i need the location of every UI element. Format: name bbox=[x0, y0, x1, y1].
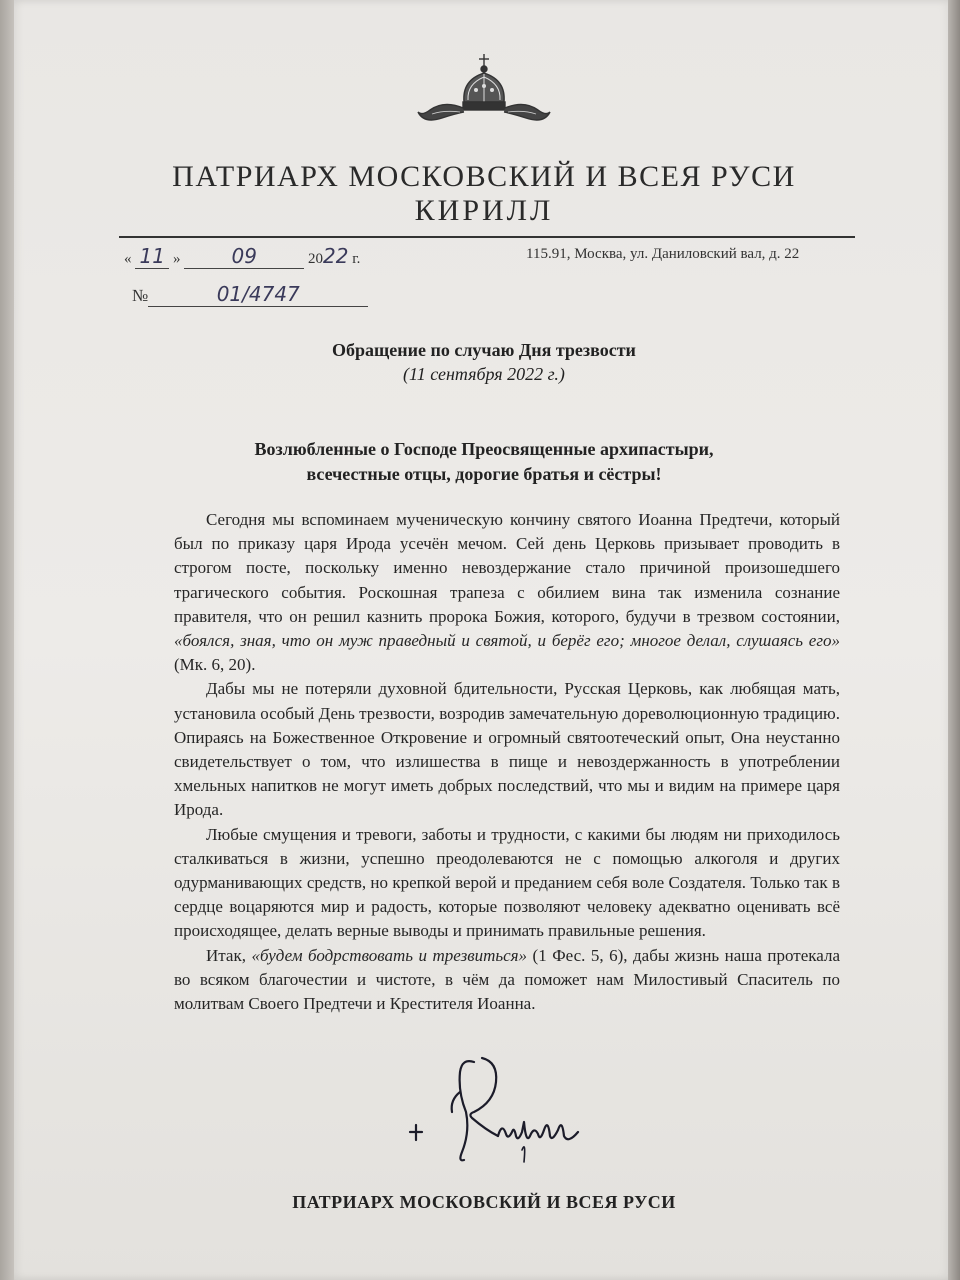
date-line bbox=[124, 244, 360, 269]
greeting bbox=[14, 437, 954, 487]
date-month: 09 bbox=[231, 244, 257, 268]
paragraph-2: Дабы мы не потеряли духовной бдительности, Русская Церковь, как любящая мать, установила особый День трезвости, возродив замечательную дореволюционную традицию. Опираясь на Божественное Откровение и огромный святоотеческий опыт, Она неустанно свидетельствует о том, что излишества в пище и невоздержанность в употреблении хмельных напитков не могут иметь добрых последствий, что мы и видим на примере царя Ирода. bbox=[174, 679, 840, 820]
document-title: Обращение по случаю Дня трезвости bbox=[332, 340, 636, 360]
date-year-prefix: 20 bbox=[308, 251, 323, 267]
letter-sheet bbox=[14, 0, 954, 1280]
photo-background-left bbox=[0, 0, 14, 1280]
paragraph-4-rest: (1 Фес. 5, 6), дабы жизнь наша протекала во всяком благочестии и чистоте, в чём да поможет нам Милостивый Спаситель по молитвам Своего Предтечи и Крестителя Иоанна. bbox=[174, 945, 841, 1014]
document-subtitle: (11 сентября 2022 г.) bbox=[403, 364, 565, 384]
date-close-quote: » bbox=[173, 251, 181, 267]
letterhead-name: КИРИЛЛ bbox=[414, 194, 554, 227]
handwritten-signature bbox=[402, 1052, 592, 1177]
paragraph-1-quote: «боялся, зная, что он муж праведный и святой, и берёг его; многое делал, слушаясь его» bbox=[174, 631, 840, 651]
date-year-unit: г. bbox=[352, 251, 361, 267]
date-year-suffix: 22 bbox=[323, 244, 349, 268]
paragraph-3: Любые смущения и тревоги, заботы и трудности, с какими бы людям ни приходилось сталкиваться в жизни, успешно преодолеваются не с помощью алкоголя и других одурманивающих средств, но крепкой верой и преданием себя воле Создателя. Только так в сердце воцаряются мир и радость, которые позволяют человеку адекватно оценивать всё происходящее, делать верные выводы и принимать правильные решения. bbox=[174, 824, 840, 941]
paragraph-4-start: Итак, bbox=[206, 945, 252, 965]
patriarchal-crest-icon bbox=[414, 52, 554, 132]
greeting-line-2: всечестные отцы, дорогие братья и сёстры! bbox=[306, 464, 662, 484]
number-label: № bbox=[132, 286, 149, 305]
date-day: 11 bbox=[139, 244, 165, 268]
letterhead-rule bbox=[119, 236, 855, 238]
date-open-quote: « bbox=[124, 251, 132, 267]
letter-body bbox=[174, 508, 840, 1016]
paragraph-4-quote: «будем бодрствовать и трезвиться» bbox=[251, 945, 528, 965]
address: 115.91, Москва, ул. Даниловский вал, д. 22 bbox=[526, 246, 800, 262]
paragraph-1-text: Сегодня мы вспоминаем мученическую кончину святого Иоанна Предтечи, который был по приказу царя Ирода усечён мечом. Сей день Церковь призывает проводить в строгом посте, поскольку именно невоздержание стало причиной произошедшего трагического события. Роскошная трапеза с обилием вина так изменила сознание правителя, что он решил казнить пророка Божия, которого, будучи в трезвом состоянии, bbox=[174, 510, 840, 626]
greeting-line-1: Возлюбленные о Господе Преосвященные архипастыри, bbox=[254, 439, 714, 459]
paragraph-4 bbox=[174, 944, 840, 1017]
document-number bbox=[132, 282, 368, 307]
paragraph-1 bbox=[174, 508, 840, 677]
footer-title: ПАТРИАРХ МОСКОВСКИЙ И ВСЕЯ РУСИ bbox=[292, 1192, 676, 1212]
paragraph-1-ref: (Мк. 6, 20). bbox=[174, 655, 256, 675]
letterhead-title: ПАТРИАРХ МОСКОВСКИЙ И ВСЕЯ РУСИ bbox=[172, 160, 796, 193]
photo-background-right bbox=[948, 0, 960, 1280]
number-value: 01/4747 bbox=[216, 282, 300, 306]
